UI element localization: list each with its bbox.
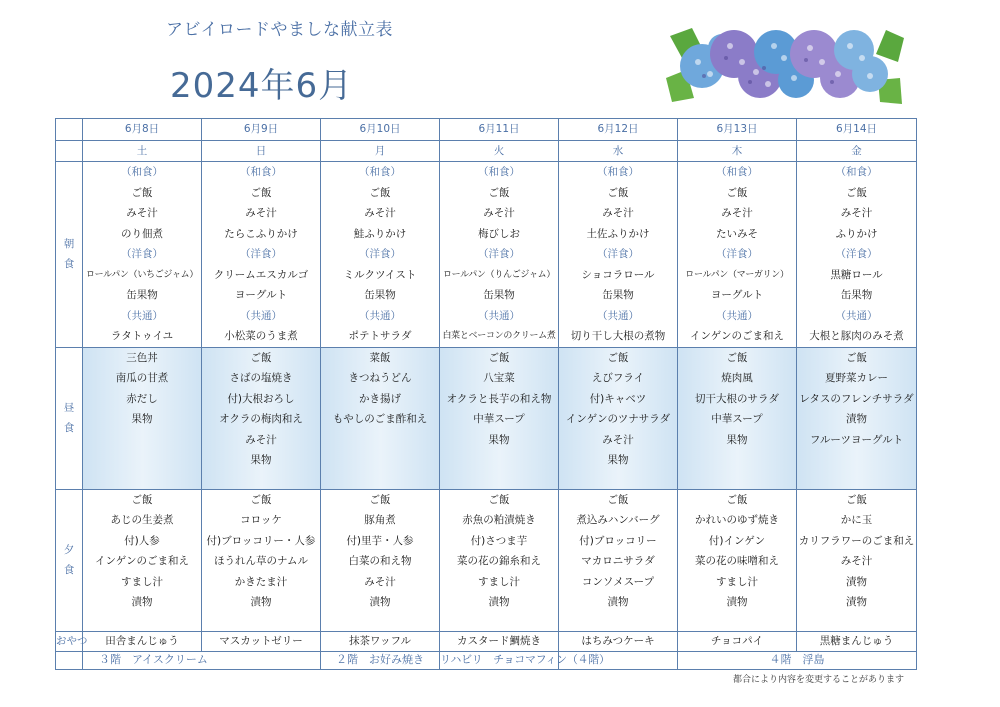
dinner-item: 付)さつま芋 bbox=[470, 534, 528, 547]
breakfast-item: （和食） bbox=[716, 166, 758, 178]
breakfast-item: （共通） bbox=[121, 309, 163, 322]
lunch-item: もやしのごま酢和え bbox=[332, 413, 428, 425]
breakfast-item: 切り干し大根の煮物 bbox=[570, 330, 666, 342]
breakfast-cell bbox=[678, 162, 797, 348]
lunch-item: ご飯 bbox=[488, 351, 510, 364]
dinner-item: 煮込みハンバーグ bbox=[576, 514, 660, 526]
lunch-item: みそ汁 bbox=[245, 433, 277, 446]
dinner-item: 付)里芋・人参 bbox=[346, 534, 414, 547]
dinner-item: 漬物 bbox=[250, 596, 272, 608]
lunch-item: かき揚げ bbox=[359, 392, 401, 405]
lunch-item: ご飯 bbox=[607, 351, 629, 364]
breakfast-item: ヨーグルト bbox=[234, 289, 288, 301]
weekday-row bbox=[56, 140, 917, 162]
dinner-cell bbox=[83, 489, 202, 631]
breakfast-item: インゲンのごま和え bbox=[689, 330, 785, 342]
breakfast-item: ご飯 bbox=[607, 186, 629, 199]
breakfast-cell bbox=[440, 162, 559, 348]
lunch-item: 八宝菜 bbox=[483, 372, 515, 384]
lunch-item: 切干大根のサラダ bbox=[695, 392, 779, 405]
lunch-label: 昼 食 bbox=[56, 347, 83, 489]
lunch-item: きつねうどん bbox=[348, 372, 412, 384]
breakfast-item: （共通） bbox=[240, 309, 282, 322]
breakfast-item: 小松菜のうま煮 bbox=[224, 330, 298, 342]
dinner-item: かきたま汁 bbox=[234, 575, 288, 588]
lunch-cell bbox=[202, 347, 321, 489]
breakfast-item: （共通） bbox=[716, 309, 758, 322]
breakfast-item: （和食） bbox=[478, 166, 520, 178]
dinner-cell bbox=[559, 489, 678, 631]
breakfast-item: みそ汁 bbox=[721, 207, 753, 219]
month-title: 2024年6月 bbox=[170, 66, 354, 106]
breakfast-item: 缶果物 bbox=[126, 289, 158, 301]
breakfast-item: 黒糖ロール bbox=[830, 268, 883, 281]
breakfast-item: 缶果物 bbox=[483, 289, 515, 301]
lunch-item: 三色丼 bbox=[126, 351, 158, 364]
breakfast-cell bbox=[797, 162, 917, 348]
dinner-item: 白菜の和え物 bbox=[348, 555, 412, 567]
breakfast-item: みそ汁 bbox=[483, 207, 515, 219]
breakfast-item: ご飯 bbox=[369, 186, 391, 199]
dinner-item: コロッケ bbox=[240, 514, 282, 526]
floor-event-row bbox=[56, 651, 917, 669]
date-cell: 6月13日 bbox=[678, 119, 797, 141]
breakfast-item: （和食） bbox=[240, 166, 282, 178]
breakfast-item: （洋食） bbox=[835, 248, 878, 260]
date-row bbox=[56, 119, 917, 141]
dinner-label: 夕 食 bbox=[56, 489, 83, 631]
breakfast-row bbox=[56, 162, 917, 348]
floor-event-tue: リハビリ チョコマフィン（４階） bbox=[440, 651, 559, 669]
lunch-item: インゲンのツナサラダ bbox=[565, 413, 671, 425]
breakfast-item: みそ汁 bbox=[364, 207, 396, 219]
snack-cell: はちみつケーキ bbox=[559, 631, 678, 651]
breakfast-item: みそ汁 bbox=[840, 207, 873, 219]
lunch-item: 果物 bbox=[488, 433, 510, 446]
dinner-item: かに玉 bbox=[840, 514, 873, 526]
breakfast-cell bbox=[83, 162, 202, 348]
lunch-cell bbox=[559, 347, 678, 489]
breakfast-item: 缶果物 bbox=[602, 289, 634, 301]
lunch-item: さばの塩焼き bbox=[229, 372, 293, 384]
lunch-item: 夏野菜カレー bbox=[825, 372, 888, 384]
date-cell: 6月11日 bbox=[440, 119, 559, 141]
dinner-item: ご飯 bbox=[846, 493, 867, 506]
dinner-item: 赤魚の粕漬焼き bbox=[462, 514, 536, 526]
date-cell: 6月10日 bbox=[321, 119, 440, 141]
dinner-item: 漬物 bbox=[131, 596, 153, 608]
breakfast-item: 白菜とベーコンのクリーム煮 bbox=[442, 331, 556, 341]
dinner-item: ご飯 bbox=[607, 493, 629, 506]
date-cell: 6月9日 bbox=[202, 119, 321, 141]
breakfast-item: ご飯 bbox=[131, 186, 153, 199]
breakfast-item: ふりかけ bbox=[835, 227, 878, 240]
dinner-item: カリフラワーのごま和え bbox=[798, 534, 915, 547]
dinner-item: 漬物 bbox=[369, 596, 391, 608]
breakfast-item: 梅びしお bbox=[478, 227, 520, 240]
dinner-item: 付)ブロッコリー bbox=[579, 534, 657, 547]
lunch-item: 付)キャベツ bbox=[589, 392, 647, 405]
weekday-cell: 水 bbox=[559, 140, 678, 162]
lunch-item: 中華スープ bbox=[473, 413, 525, 425]
breakfast-item: （共通） bbox=[359, 309, 401, 322]
breakfast-item: みそ汁 bbox=[245, 207, 277, 219]
dinner-item: 菜の花の味噌和え bbox=[695, 555, 779, 567]
dinner-item: 付)インゲン bbox=[708, 534, 766, 547]
lunch-cell bbox=[83, 347, 202, 489]
lunch-item: 焼肉風 bbox=[721, 372, 753, 384]
dinner-item: 漬物 bbox=[607, 596, 629, 608]
lunch-item: ご飯 bbox=[250, 351, 272, 364]
date-cell: 6月8日 bbox=[83, 119, 202, 141]
hydrangea-illustration bbox=[664, 18, 906, 108]
breakfast-item: （和食） bbox=[597, 166, 639, 178]
breakfast-item: みそ汁 bbox=[126, 207, 158, 219]
snack-cell: チョコパイ bbox=[678, 631, 797, 651]
lunch-item: みそ汁 bbox=[602, 433, 634, 446]
change-notice: 都合により内容を変更することがあります bbox=[733, 675, 905, 685]
dinner-item: 豚角煮 bbox=[364, 514, 396, 526]
dinner-item: ご飯 bbox=[250, 493, 272, 506]
breakfast-cell bbox=[202, 162, 321, 348]
lunch-item: 南瓜の甘煮 bbox=[115, 372, 169, 384]
lunch-item: 果物 bbox=[131, 413, 153, 425]
lunch-item: ご飯 bbox=[846, 351, 867, 364]
breakfast-item: （和食） bbox=[359, 166, 401, 178]
dinner-item: ご飯 bbox=[726, 493, 748, 506]
breakfast-item: ご飯 bbox=[726, 186, 748, 199]
weekday-cell: 木 bbox=[678, 140, 797, 162]
lunch-item: オクラの梅肉和え bbox=[219, 413, 303, 425]
breakfast-item: ショコラロール bbox=[581, 268, 655, 281]
dinner-item: 付)人参 bbox=[124, 534, 160, 547]
lunch-item: レタスのフレンチサラダ bbox=[799, 392, 914, 405]
snack-label: おやつ bbox=[56, 631, 83, 651]
breakfast-item: （洋食） bbox=[716, 248, 758, 260]
dinner-item: 漬物 bbox=[846, 596, 867, 608]
snack-cell: 田舎まんじゅう bbox=[83, 631, 202, 651]
breakfast-item: （共通） bbox=[478, 309, 520, 322]
lunch-cell bbox=[797, 347, 917, 489]
breakfast-item: ポテトサラダ bbox=[348, 330, 412, 342]
breakfast-cell bbox=[559, 162, 678, 348]
date-cell: 6月14日 bbox=[797, 119, 917, 141]
breakfast-item: ヨーグルト bbox=[710, 289, 764, 301]
dinner-item: ご飯 bbox=[488, 493, 510, 506]
dinner-row bbox=[56, 489, 917, 631]
dinner-item: 漬物 bbox=[488, 596, 510, 608]
breakfast-label: 朝 食 bbox=[56, 162, 83, 348]
breakfast-item: のり佃煮 bbox=[121, 227, 163, 240]
breakfast-item: 缶果物 bbox=[364, 289, 396, 301]
dinner-item: ほうれん草のナムル bbox=[214, 555, 308, 567]
breakfast-item: （洋食） bbox=[597, 248, 639, 260]
breakfast-item: （共通） bbox=[597, 309, 639, 322]
snack-cell: カスタード鯛焼き bbox=[440, 631, 559, 651]
dinner-item: 漬物 bbox=[846, 575, 867, 588]
breakfast-item: ご飯 bbox=[250, 186, 272, 199]
breakfast-item: （洋食） bbox=[121, 248, 163, 260]
breakfast-item: ロールパン（りんごジャム） bbox=[442, 269, 556, 280]
breakfast-item: ロールパン（マーガリン） bbox=[685, 269, 789, 280]
dinner-item: ご飯 bbox=[131, 493, 153, 506]
lunch-item: フルーツヨーグルト bbox=[809, 433, 904, 446]
lunch-item: えびフライ bbox=[591, 372, 645, 384]
breakfast-item: ご飯 bbox=[488, 186, 510, 199]
dinner-item: かれいのゆず焼き bbox=[695, 514, 779, 526]
lunch-item: 付)大根おろし bbox=[227, 392, 295, 405]
breakfast-item: たいみそ bbox=[716, 227, 758, 240]
dinner-item: インゲンのごま和え bbox=[94, 555, 190, 567]
breakfast-item: （共通） bbox=[835, 309, 878, 322]
lunch-item: 果物 bbox=[250, 454, 272, 466]
weekday-cell: 月 bbox=[321, 140, 440, 162]
dinner-cell bbox=[440, 489, 559, 631]
lunch-item: 菜飯 bbox=[369, 351, 391, 364]
breakfast-item: ミルクツイスト bbox=[343, 268, 417, 281]
lunch-row bbox=[56, 347, 917, 489]
breakfast-item: （洋食） bbox=[240, 248, 282, 260]
date-cell: 6月12日 bbox=[559, 119, 678, 141]
breakfast-item: ご飯 bbox=[846, 186, 867, 199]
dinner-item: すまし汁 bbox=[478, 575, 520, 588]
breakfast-item: （和食） bbox=[121, 166, 163, 178]
dinner-item: みそ汁 bbox=[364, 575, 396, 588]
lunch-cell bbox=[321, 347, 440, 489]
lunch-item: 果物 bbox=[607, 454, 629, 466]
breakfast-item: （洋食） bbox=[478, 248, 520, 260]
dinner-item: すまし汁 bbox=[121, 575, 163, 588]
weekday-cell: 金 bbox=[797, 140, 917, 162]
weekday-cell: 火 bbox=[440, 140, 559, 162]
weekday-cell: 日 bbox=[202, 140, 321, 162]
weekday-cell: 土 bbox=[83, 140, 202, 162]
lunch-item: 赤だし bbox=[126, 392, 158, 405]
snack-cell: 黒糖まんじゅう bbox=[797, 631, 917, 651]
menu-table bbox=[55, 118, 917, 670]
dinner-item: コンソメスープ bbox=[581, 575, 655, 588]
dinner-item: みそ汁 bbox=[840, 555, 873, 567]
breakfast-item: 土佐ふりかけ bbox=[586, 227, 650, 240]
snack-cell: マスカットゼリー bbox=[202, 631, 321, 651]
floor-event-sat-sun: ３階 アイスクリーム bbox=[83, 651, 321, 669]
lunch-item: ご飯 bbox=[726, 351, 748, 364]
snack-cell: 抹茶ワッフル bbox=[321, 631, 440, 651]
breakfast-item: （洋食） bbox=[359, 248, 401, 260]
dinner-cell bbox=[202, 489, 321, 631]
lunch-item: 果物 bbox=[726, 433, 748, 446]
lunch-item: 漬物 bbox=[846, 413, 867, 425]
breakfast-item: クリームエスカルゴ bbox=[213, 268, 309, 281]
snack-row bbox=[56, 631, 917, 651]
dinner-item: 菜の花の錦糸和え bbox=[457, 555, 541, 567]
dinner-item: 漬物 bbox=[726, 596, 748, 608]
org-title: アビイロードやましな献立表 bbox=[166, 20, 393, 40]
lunch-item: オクラと長芋の和え物 bbox=[446, 392, 552, 405]
breakfast-item: 大根と豚肉のみそ煮 bbox=[809, 330, 904, 342]
dinner-cell bbox=[678, 489, 797, 631]
lunch-cell bbox=[440, 347, 559, 489]
breakfast-item: 缶果物 bbox=[840, 289, 873, 301]
dinner-cell bbox=[797, 489, 917, 631]
lunch-item: 中華スープ bbox=[711, 413, 763, 425]
floor-event-mon: ２階 お好み焼き bbox=[321, 651, 440, 669]
breakfast-cell bbox=[321, 162, 440, 348]
breakfast-item: たらこふりかけ bbox=[224, 227, 298, 240]
dinner-item: あじの生姜煮 bbox=[110, 514, 174, 526]
breakfast-item: 鮭ふりかけ bbox=[353, 227, 407, 240]
lunch-cell bbox=[678, 347, 797, 489]
floor-event-thu-fri: ４階 浮島 bbox=[678, 651, 917, 669]
dinner-item: 付)ブロッコリー・人参 bbox=[206, 534, 316, 547]
breakfast-item: ロールパン（いちごジャム） bbox=[85, 269, 199, 280]
breakfast-item: ラタトゥイユ bbox=[110, 330, 174, 342]
dinner-item: すまし汁 bbox=[716, 575, 758, 588]
dinner-item: ご飯 bbox=[369, 493, 391, 506]
dinner-item: マカロニサラダ bbox=[581, 555, 655, 567]
dinner-cell bbox=[321, 489, 440, 631]
breakfast-item: （和食） bbox=[835, 166, 878, 178]
breakfast-item: みそ汁 bbox=[602, 207, 634, 219]
